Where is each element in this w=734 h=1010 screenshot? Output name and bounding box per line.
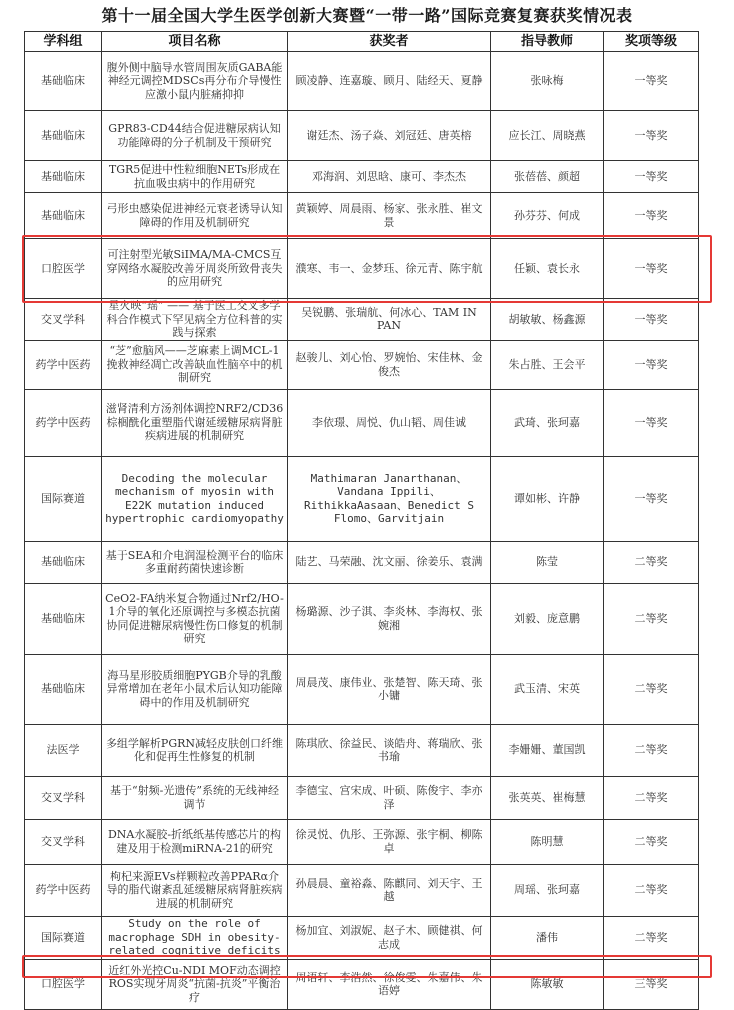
- table-row: [25, 916, 699, 959]
- table-row: [25, 161, 699, 193]
- group-cell: 基础临床: [25, 111, 102, 161]
- table-row: [25, 193, 699, 239]
- table-row: [25, 776, 699, 819]
- table-row: [25, 864, 699, 916]
- advisor-cell: 胡敏敏、杨鑫源: [491, 299, 604, 341]
- project-cell: 星火映“瑶” —— 基于医工交叉多学科合作模式下罕见病全方位科普的实践与探索: [102, 299, 288, 341]
- group-cell: 基础临床: [25, 193, 102, 239]
- winners-cell: 李依璟、周悦、仇山韬、周佳诚: [288, 389, 491, 456]
- advisor-cell: 应长江、周晓燕: [491, 111, 604, 161]
- advisor-cell: 陈敏敏: [491, 959, 604, 1009]
- project-cell: 近红外光控Cu-NDI MOF动态调控ROS实现牙周炎“抗菌-抗炎”平衡治疗: [102, 959, 288, 1009]
- advisor-cell: 武玉清、宋英: [491, 654, 604, 724]
- project-cell: 滋肾清利方汤剂体调控NRF2/CD36棕榈酰化重塑脂代谢延缓糖尿病肾脏疾病进展的机制研究: [102, 389, 288, 456]
- group-cell: 交叉学科: [25, 776, 102, 819]
- project-cell: “芝”愈脑风——芝麻素上调MCL-1挽救神经凋亡改善缺血性脑卒中的机制研究: [102, 340, 288, 389]
- project-cell: GPR83-CD44结合促进糖尿病认知功能障碍的分子机制及干预研究: [102, 111, 288, 161]
- winners-cell: 赵骏儿、刘心怡、罗婉怡、宋佳林、金俊杰: [288, 340, 491, 389]
- advisor-cell: 孙芬芬、何成: [491, 193, 604, 239]
- winners-cell: 谢廷杰、汤子焱、刘冠廷、唐英榕: [288, 111, 491, 161]
- project-cell: DNA水凝胶-折纸纸基传感芯片的构建及用于检测miRNA-21的研究: [102, 819, 288, 864]
- table-row: [25, 456, 699, 541]
- header-project: 项目名称: [102, 32, 288, 52]
- winners-cell: 周语轩、李浩然、徐俊雯、朱嘉伟、朱语婷: [288, 959, 491, 1009]
- level-cell: 一等奖: [604, 52, 699, 111]
- page-title: 第十一届全国大学生医学创新大赛暨“一带一路”国际竞赛复赛获奖情况表: [101, 6, 633, 25]
- header-group: 学科组: [25, 32, 102, 52]
- winners-cell: 徐灵悦、仇彤、王弥源、张宇桐、柳陈卓: [288, 819, 491, 864]
- header-advisor: 指导教师: [491, 32, 604, 52]
- group-cell: 国际赛道: [25, 916, 102, 959]
- group-cell: 口腔医学: [25, 239, 102, 299]
- advisor-cell: 刘毅、庞意鹏: [491, 583, 604, 654]
- group-cell: 基础临床: [25, 52, 102, 111]
- level-cell: 二等奖: [604, 864, 699, 916]
- table-row: [25, 583, 699, 654]
- group-cell: 基础临床: [25, 161, 102, 193]
- project-cell: TGR5促进中性粒细胞NETs形成在抗血吸虫病中的作用研究: [102, 161, 288, 193]
- winners-cell: 邓海润、刘思晗、康可、李杰杰: [288, 161, 491, 193]
- winners-cell: 黄颖婷、周晨雨、杨家、张永胜、崔文景: [288, 193, 491, 239]
- group-cell: 基础临床: [25, 654, 102, 724]
- winners-cell: 吴锐鹏、张瑞航、何冰心、TAM IN PAN: [288, 299, 491, 341]
- level-cell: 一等奖: [604, 299, 699, 341]
- group-cell: 口腔医学: [25, 959, 102, 1009]
- winners-cell: 陈琪欣、徐益民、谈皓舟、蒋瑞欣、张书瑜: [288, 724, 491, 776]
- advisor-cell: 陈明慧: [491, 819, 604, 864]
- group-cell: 基础临床: [25, 583, 102, 654]
- advisor-cell: 周瑶、张珂嘉: [491, 864, 604, 916]
- table-row: [25, 111, 699, 161]
- winners-cell: 李德宝、宫宋成、叶硕、陈俊宇、李亦泽: [288, 776, 491, 819]
- table-row: [25, 299, 699, 341]
- project-cell: 可注射型光敏SiIMA/MA-CMCS互穿网络水凝胶改善牙周炎所致骨丧失的应用研究: [102, 239, 288, 299]
- table-row: [25, 239, 699, 299]
- awards-table: [24, 31, 699, 1010]
- advisor-cell: 任颖、袁长永: [491, 239, 604, 299]
- level-cell: 二等奖: [604, 776, 699, 819]
- advisor-cell: 潘伟: [491, 916, 604, 959]
- project-cell: 基于“射频-光遗传”系统的无线神经调节: [102, 776, 288, 819]
- level-cell: 二等奖: [604, 541, 699, 583]
- advisor-cell: 张蓓蓓、颜超: [491, 161, 604, 193]
- group-cell: 交叉学科: [25, 819, 102, 864]
- winners-cell: 陆艺、马荣融、沈文丽、徐姜乐、袁满: [288, 541, 491, 583]
- level-cell: 一等奖: [604, 340, 699, 389]
- table-row: [25, 541, 699, 583]
- project-cell: Decoding the molecular mechanism of myosin with E22K mutation induced hypertrophic cardiomyopathy: [102, 456, 288, 541]
- winners-cell: Mathimaran Janarthanan、Vandana Ippili、RithikkaAasaan、Benedict S Flomo、Garvitjain: [288, 456, 491, 541]
- level-cell: 二等奖: [604, 724, 699, 776]
- group-cell: 药学中医药: [25, 340, 102, 389]
- winners-cell: 周晨茂、康伟业、张楚智、陈天琦、张小镛: [288, 654, 491, 724]
- winners-cell: 顾凌静、连嘉璇、顾月、陆经天、夏静: [288, 52, 491, 111]
- group-cell: 法医学: [25, 724, 102, 776]
- header-level: 奖项等级: [604, 32, 699, 52]
- group-cell: 基础临床: [25, 541, 102, 583]
- advisor-cell: 张英英、崔梅慧: [491, 776, 604, 819]
- table-row: [25, 819, 699, 864]
- project-cell: 海马星形胶质细胞PYGB介导的乳酸异常增加在老年小鼠术后认知功能障碍中的作用及机制研究: [102, 654, 288, 724]
- header-winners: 获奖者: [288, 32, 491, 52]
- project-cell: Study on the role of macrophage SDH in obesity-related cognitive deficits: [102, 916, 288, 959]
- level-cell: 一等奖: [604, 239, 699, 299]
- advisor-cell: 武琦、张珂嘉: [491, 389, 604, 456]
- group-cell: 药学中医药: [25, 389, 102, 456]
- group-cell: 国际赛道: [25, 456, 102, 541]
- level-cell: 一等奖: [604, 389, 699, 456]
- project-cell: 基于SEA和介电润湿检测平台的临床多重耐药菌快速诊断: [102, 541, 288, 583]
- table-row: [25, 724, 699, 776]
- group-cell: 药学中医药: [25, 864, 102, 916]
- level-cell: 二等奖: [604, 819, 699, 864]
- advisor-cell: 朱占胜、王会平: [491, 340, 604, 389]
- table-row: [25, 959, 699, 1009]
- level-cell: 一等奖: [604, 111, 699, 161]
- table-row: [25, 389, 699, 456]
- level-cell: 三等奖: [604, 959, 699, 1009]
- level-cell: 二等奖: [604, 916, 699, 959]
- group-cell: 交叉学科: [25, 299, 102, 341]
- project-cell: 腹外侧中脑导水管周围灰质GABA能神经元调控MDSCs再分布介导慢性应激小鼠内脏痛抑抑: [102, 52, 288, 111]
- advisor-cell: 张咏梅: [491, 52, 604, 111]
- project-cell: 弓形虫感染促进神经元衰老诱导认知障碍的作用及机制研究: [102, 193, 288, 239]
- project-cell: 多组学解析PGRN减轻皮肤创口纤维化和促再生性修复的机制: [102, 724, 288, 776]
- table-header-row: [25, 32, 699, 52]
- level-cell: 一等奖: [604, 161, 699, 193]
- advisor-cell: 李姗姗、董国凯: [491, 724, 604, 776]
- advisor-cell: 谭如彬、许静: [491, 456, 604, 541]
- level-cell: 一等奖: [604, 456, 699, 541]
- winners-cell: 杨加宜、刘淑妮、赵子木、顾健祺、何志成: [288, 916, 491, 959]
- table-row: [25, 52, 699, 111]
- winners-cell: 杨璐源、沙子淇、李炎林、李海权、张婉湘: [288, 583, 491, 654]
- advisor-cell: 陈莹: [491, 541, 604, 583]
- project-cell: CeO2-FA纳米复合物通过Nrf2/HO-1介导的氧化还原调控与多模态抗菌协同促进糖尿病慢性伤口修复的机制研究: [102, 583, 288, 654]
- project-cell: 枸杞来源EVs样颗粒改善PPARα介导的脂代谢紊乱延缓糖尿病肾脏疾病进展的机制研究: [102, 864, 288, 916]
- level-cell: 一等奖: [604, 193, 699, 239]
- winners-cell: 濮寒、韦一、金梦珏、徐元青、陈宇航: [288, 239, 491, 299]
- table-row: [25, 654, 699, 724]
- level-cell: 二等奖: [604, 654, 699, 724]
- table-row: [25, 340, 699, 389]
- level-cell: 二等奖: [604, 583, 699, 654]
- winners-cell: 孙晨晨、童裕淼、陈麒同、刘天宇、王越: [288, 864, 491, 916]
